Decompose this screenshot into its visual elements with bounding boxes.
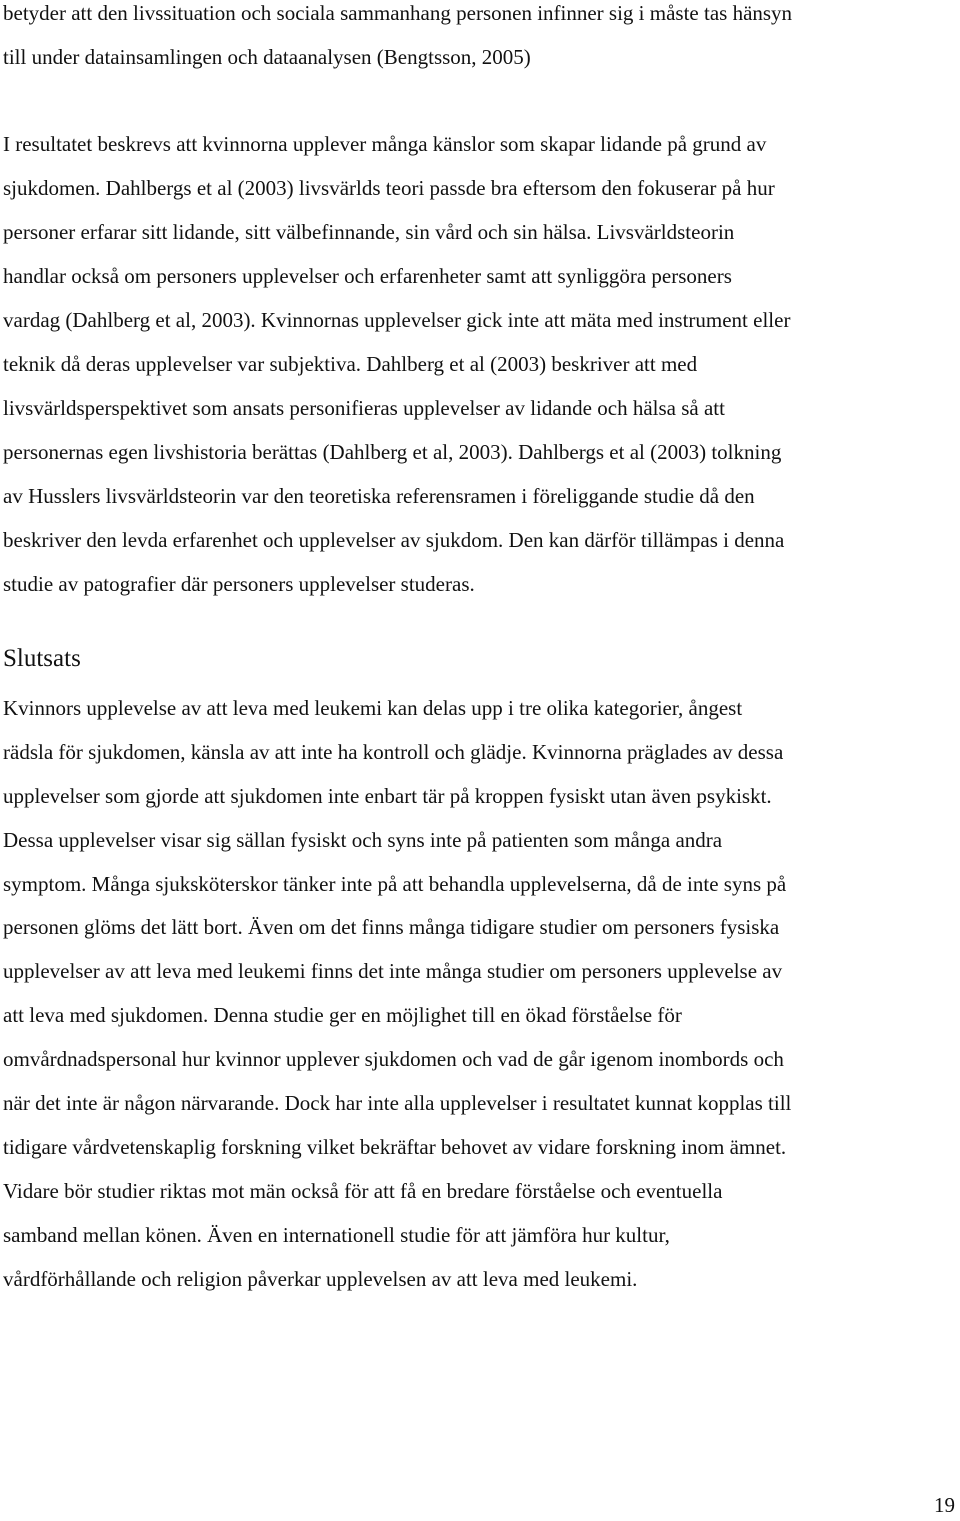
text-line: I resultatet beskrevs att kvinnorna upplever många känslor som skapar lidande på grund av	[3, 132, 767, 156]
text-line: vardag (Dahlberg et al, 2003). Kvinnornas upplevelser gick inte att mäta med instrument eller	[3, 308, 791, 332]
text-line: omvårdnadspersonal hur kvinnor upplever sjukdomen och vad de går igenom inombords och	[3, 1047, 784, 1071]
text-line: upplevelser som gjorde att sjukdomen inte enbart tär på kroppen fysiskt utan även psykiskt.	[3, 784, 772, 808]
text-line: handlar också om personers upplevelser och erfarenheter samt att synliggöra personers	[3, 264, 732, 288]
text-line: upplevelser av att leva med leukemi finns det inte många studier om personers upplevelse av	[3, 959, 783, 983]
text-line: personen glöms det lätt bort. Även om det finns många tidigare studier om personers fysiska	[3, 915, 780, 939]
text-line: beskriver den levda erfarenhet och upplevelser av sjukdom. Den kan därför tillämpas i denna	[3, 528, 785, 552]
text-line: samband mellan könen. Även en internationell studie för att jämföra hur kultur,	[3, 1223, 670, 1247]
text-line: rädsla för sjukdomen, känsla av att inte ha kontroll och glädje. Kvinnorna präglades av dessa	[3, 740, 784, 764]
text-line: teknik då deras upplevelser var subjektiva. Dahlberg et al (2003) beskriver att med	[3, 352, 698, 376]
text-line: sjukdomen. Dahlbergs et al (2003) livsvärlds teori passde bra eftersom den fokuserar på hur	[3, 176, 775, 200]
text-line: personernas egen livshistoria berättas (Dahlberg et al, 2003). Dahlbergs et al (2003) tolkning	[3, 440, 782, 464]
section-heading: Slutsats	[3, 645, 81, 672]
text-line: personer erfarar sitt lidande, sitt välbefinnande, sin vård och sin hälsa. Livsvärldsteorin	[3, 220, 735, 244]
text-line: Vidare bör studier riktas mot män också för att få en bredare förståelse och eventuella	[3, 1179, 723, 1203]
text-line: till under datainsamlingen och dataanalysen (Bengtsson, 2005)	[3, 45, 531, 69]
text-line: av Husslers livsvärldsteorin var den teoretiska referensramen i föreliggande studie då den	[3, 484, 755, 508]
text-line: studie av patografier där personers upplevelser studeras.	[3, 572, 475, 596]
text-line: när det inte är någon närvarande. Dock har inte alla upplevelser i resultatet kunnat kopplas till	[3, 1091, 792, 1115]
text-line: betyder att den livssituation och sociala sammanhang personen infinner sig i måste tas hänsyn	[3, 1, 793, 25]
text-line: Dessa upplevelser visar sig sällan fysiskt och syns inte på patienten som många andra	[3, 828, 723, 852]
text-line: att leva med sjukdomen. Denna studie ger en möjlighet till en ökad förståelse för	[3, 1003, 682, 1027]
text-line: Kvinnors upplevelse av att leva med leukemi kan delas upp i tre olika kategorier, ångest	[3, 696, 743, 720]
text-line: vårdförhållande och religion påverkar upplevelsen av att leva med leukemi.	[3, 1267, 638, 1291]
text-line: symptom. Många sjuksköterskor tänker inte på att behandla upplevelserna, då de inte syns på	[3, 872, 787, 896]
text-line: tidigare vårdvetenskaplig forskning vilket bekräftar behovet av vidare forskning inom ämnet.	[3, 1135, 787, 1159]
page-number: 19	[934, 1493, 955, 1517]
text-line: livsvärldsperspektivet som ansats personifieras upplevelser av lidande och hälsa så att	[3, 396, 725, 420]
